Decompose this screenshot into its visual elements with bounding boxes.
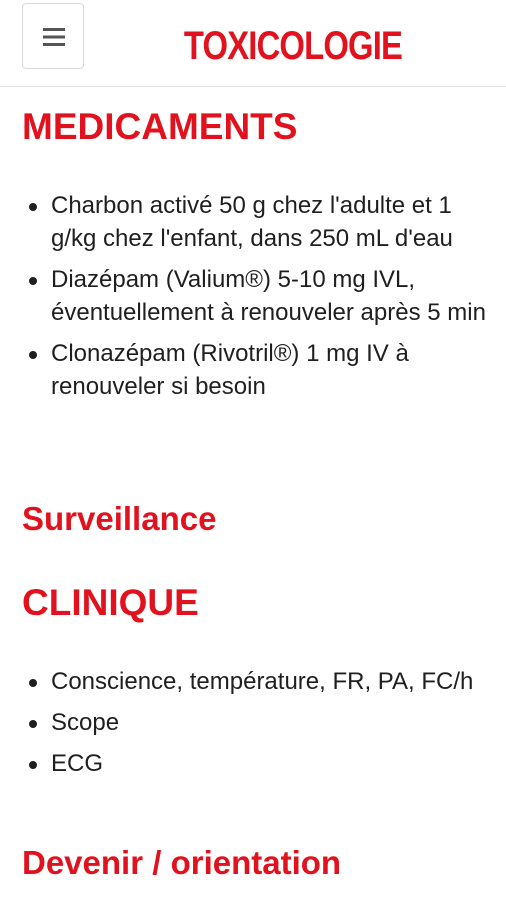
medicaments-list xyxy=(22,189,492,411)
list-item: Diazépam (Valium®) 5-10 mg IVL, éventuellement à renouveler après 5 min xyxy=(22,263,492,329)
list-item: Conscience, température, FR, PA, FC/h xyxy=(22,665,492,698)
menu-button[interactable] xyxy=(22,3,84,69)
section-title-medicaments: MEDICAMENTS xyxy=(22,106,298,147)
list-item: Scope xyxy=(22,706,492,739)
hamburger-menu-icon xyxy=(43,28,65,46)
list-item: ECG xyxy=(22,747,492,780)
section-title-surveillance: Surveillance xyxy=(22,500,217,537)
section-title-clinique: CLINIQUE xyxy=(22,582,199,623)
list-item: Charbon activé 50 g chez l'adulte et 1 g/kg chez l'enfant, dans 250 mL d'eau xyxy=(22,189,492,255)
clinique-list xyxy=(22,665,492,788)
list-item: Clonazépam (Rivotril®) 1 mg IV à renouveler si besoin xyxy=(22,337,492,403)
app-header xyxy=(0,0,506,87)
app-title: TOXICOLOGIE xyxy=(183,24,403,68)
section-title-devenir: Devenir / orientation xyxy=(22,844,342,881)
